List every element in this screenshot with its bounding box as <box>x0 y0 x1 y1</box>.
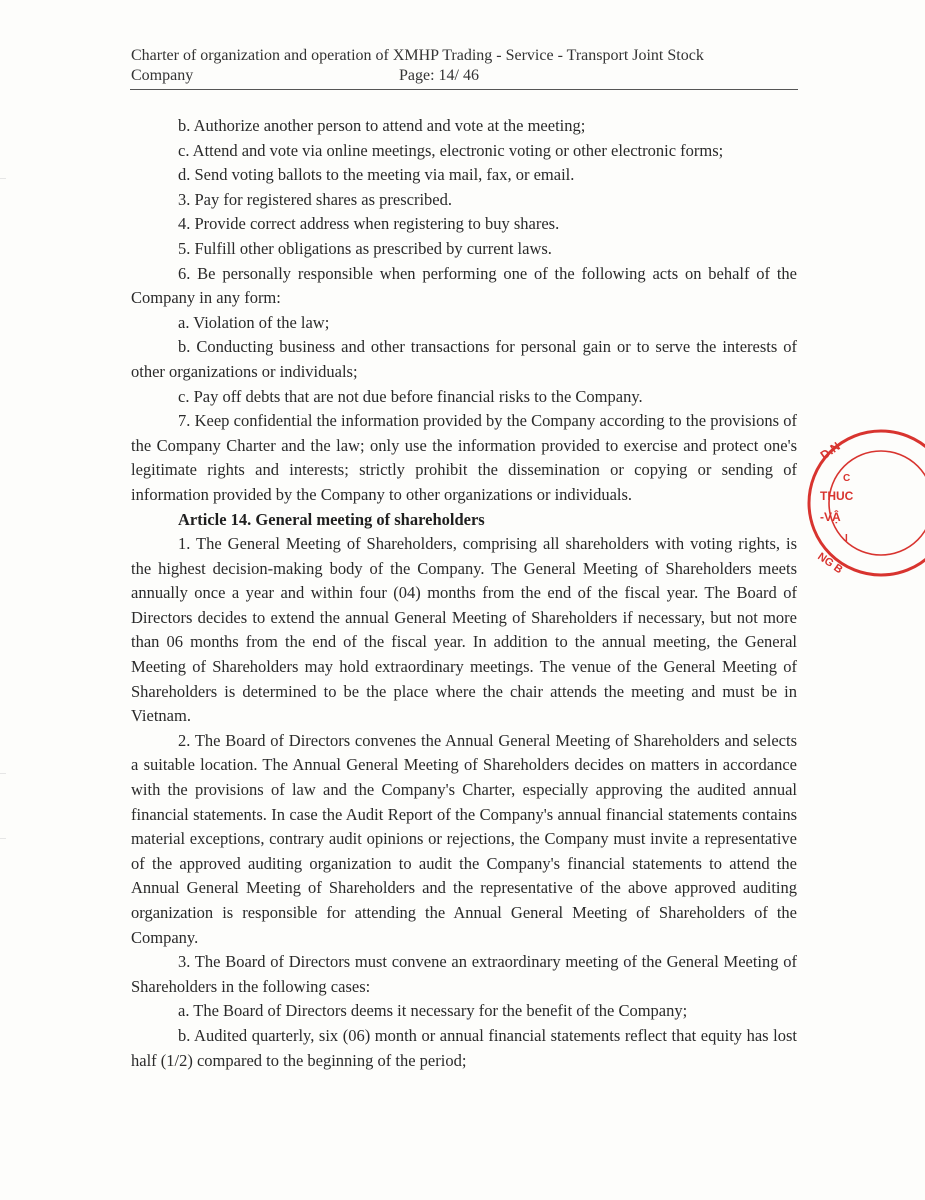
seal-inner-ring <box>829 451 925 555</box>
page-header <box>131 46 797 86</box>
article-heading: Article 14. General meeting of shareholders <box>178 509 485 529</box>
scan-edge-mark <box>0 178 6 179</box>
scan-edge-mark <box>0 773 6 774</box>
paragraph: 4. Provide correct address when registering to buy shares. <box>178 214 560 234</box>
header-divider <box>130 89 798 90</box>
paragraph: 6. Be personally responsible when performing one of the following acts on behalf of the Company in any form: <box>131 263 797 308</box>
paragraph: d. Send voting ballots to the meeting via mail, fax, or email. <box>178 165 575 185</box>
paragraph: 3. The Board of Directors must convene an extraordinary meeting of the General Meeting of Shareholders in the following cases: <box>131 952 797 996</box>
paragraph: a. The Board of Directors deems it necessary for the benefit of the Company; <box>178 1001 688 1021</box>
seal-text: D.N <box>817 439 843 463</box>
paragraph: 7. Keep confidential the information provided by the Company according to the provisions of the Company Charter and the law; only use the information provided to exercise and protect one's legitimate rights and interests; strictly prohibit the dissemination or copying or sending of information provided by the Company to other organizations or individuals. <box>131 411 797 504</box>
seal-text: NG B <box>815 550 845 577</box>
paragraph: c. Pay off debts that are not due before financial risks to the Company. <box>178 386 643 406</box>
paragraph: b. Audited quarterly, six (06) month or annual financial statements reflect that equity has lost half (1/2) compared to the beginning of the period; <box>131 1025 797 1070</box>
header-line2 <box>131 66 797 86</box>
paragraph: b. Conducting business and other transactions for personal gain or to serve the interests of other organizations or individuals; <box>131 337 797 381</box>
paragraph: 1. The General Meeting of Shareholders, comprising all shareholders with voting rights, is the highest decision-making body of the Company. The General Meeting of Shareholders meets annually once a year and within four (04) months from the end of the fiscal year. The Board of Directors decides to extend the annual General Meeting of Shareholders if necessary, but not more than 06 months from the end of the fiscal year. In addition to the annual meeting, the General Meeting of Shareholders may hold extraordinary meetings. The venue of the General Meeting of Shareholders is determined to be the place where the chair attends the meeting and must be in Vietnam. <box>131 534 797 726</box>
paragraph: c. Attend and vote via online meetings, electronic voting or other electronic forms; <box>178 140 724 160</box>
paragraph: a. Violation of the law; <box>178 312 330 332</box>
header-title: Charter of organization and operation of XMHP Trading - Service - Transport Joint Stock <box>131 47 704 64</box>
paragraph: 2. The Board of Directors convenes the Annual General Meeting of Shareholders and selects a suitable location. The Annual General Meeting of Shareholders decides on matters in accordance with the provisions of law and the Company's Charter, especially approving the audited annual financial statements. In case the Audit Report of the Company's annual financial statements contains material exceptions, contrary audit opinions or rejections, the Company must invite a representative of the approved auditing organization to audit the Company's financial statements to attend the Annual General Meeting of Shareholders and the representative of the above approved auditing organization is responsible for attending the Annual General Meeting of Shareholders of the Company. <box>131 730 797 947</box>
header-title-continued: Company <box>131 67 194 84</box>
paragraph: b. Authorize another person to attend and vote at the meeting; <box>178 116 586 135</box>
seal-text: C <box>843 473 851 484</box>
page-number: Page: 14/ 46 <box>399 67 479 84</box>
company-seal-stamp <box>805 428 925 578</box>
paragraph: 5. Fulfill other obligations as prescribed by current laws. <box>178 238 552 258</box>
document-body <box>131 114 797 1073</box>
scan-edge-mark <box>0 838 6 839</box>
seal-text: THUC <box>820 489 854 503</box>
paragraph: 3. Pay for registered shares as prescribed. <box>178 189 452 209</box>
seal-text: I <box>845 533 848 544</box>
seal-text: -VẬ <box>820 510 841 524</box>
